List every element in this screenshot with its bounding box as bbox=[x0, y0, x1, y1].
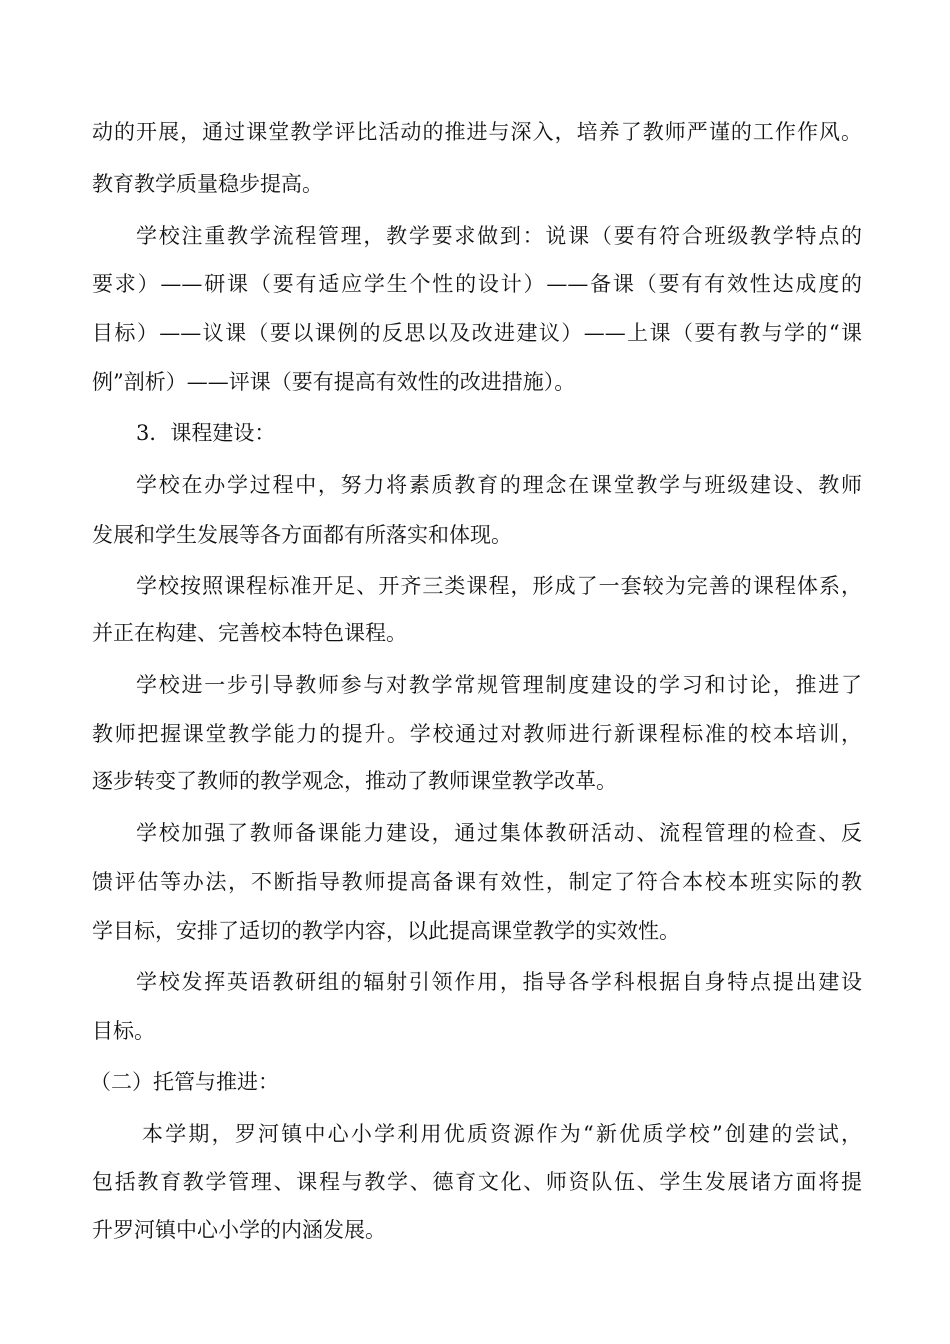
paragraph-line: 学校进一步引导教师参与对教学常规管理制度建设的学习和讨论，推进了 bbox=[136, 673, 862, 697]
paragraph-line: 学校注重教学流程管理，教学要求做到：说课（要有符合班级教学特点的 bbox=[136, 224, 862, 248]
paragraph-line: 学校加强了教师备课能力建设，通过集体教研活动、流程管理的检查、反 bbox=[136, 821, 862, 845]
paragraph-line: 并正在构建、完善校本特色课程。 bbox=[92, 621, 407, 645]
paragraph-line: 学校发挥英语教研组的辐射引领作用，指导各学科根据自身特点提出建设 bbox=[136, 970, 862, 994]
paragraph-line: 逐步转变了教师的教学观念，推动了教师课堂教学改革。 bbox=[92, 769, 617, 793]
paragraph-line: 学目标，安排了适切的教学内容，以此提高课堂教学的实效性。 bbox=[92, 919, 680, 943]
paragraph-line: 学校按照课程标准开足、开齐三类课程，形成了一套较为完善的课程体系， bbox=[136, 574, 862, 598]
paragraph-line: 馈评估等办法，不断指导教师提高备课有效性，制定了符合本校本班实际的教 bbox=[92, 870, 862, 894]
paragraph-line: 目标）——议课（要以课例的反思以及改进建议）——上课（要有教与学的“课 bbox=[92, 321, 862, 345]
paragraph-line: 目标。 bbox=[92, 1019, 155, 1043]
paragraph-line: 升罗河镇中心小学的内涵发展。 bbox=[92, 1218, 386, 1242]
paragraph-line: 动的开展，通过课堂教学评比活动的推进与深入，培养了教师严谨的工作作风。 bbox=[92, 120, 862, 144]
paragraph-line: 包括教育教学管理、课程与教学、德育文化、师资队伍、学生发展诸方面将提 bbox=[92, 1170, 862, 1194]
paragraph-line: 学校在办学过程中，努力将素质教育的理念在课堂教学与班级建设、教师 bbox=[136, 473, 862, 497]
paragraph-line: 教师把握课堂教学能力的提升。学校通过对教师进行新课程标准的校本培训， bbox=[92, 722, 862, 746]
section-heading: 3．课程建设： bbox=[136, 421, 276, 445]
paragraph-line: 例”剖析）——评课（要有提高有效性的改进措施）。 bbox=[92, 370, 576, 394]
paragraph-line: 要求）——研课（要有适应学生个性的设计）——备课（要有有效性达成度的 bbox=[92, 272, 862, 296]
paragraph-line: 本学期，罗河镇中心小学利用优质资源作为“新优质学校”创建的尝试， bbox=[142, 1122, 862, 1146]
paragraph-line: 发展和学生发展等各方面都有所落实和体现。 bbox=[92, 523, 512, 547]
section-heading: （二）托管与推进： bbox=[90, 1070, 279, 1094]
paragraph-line: 教育教学质量稳步提高。 bbox=[92, 172, 323, 196]
